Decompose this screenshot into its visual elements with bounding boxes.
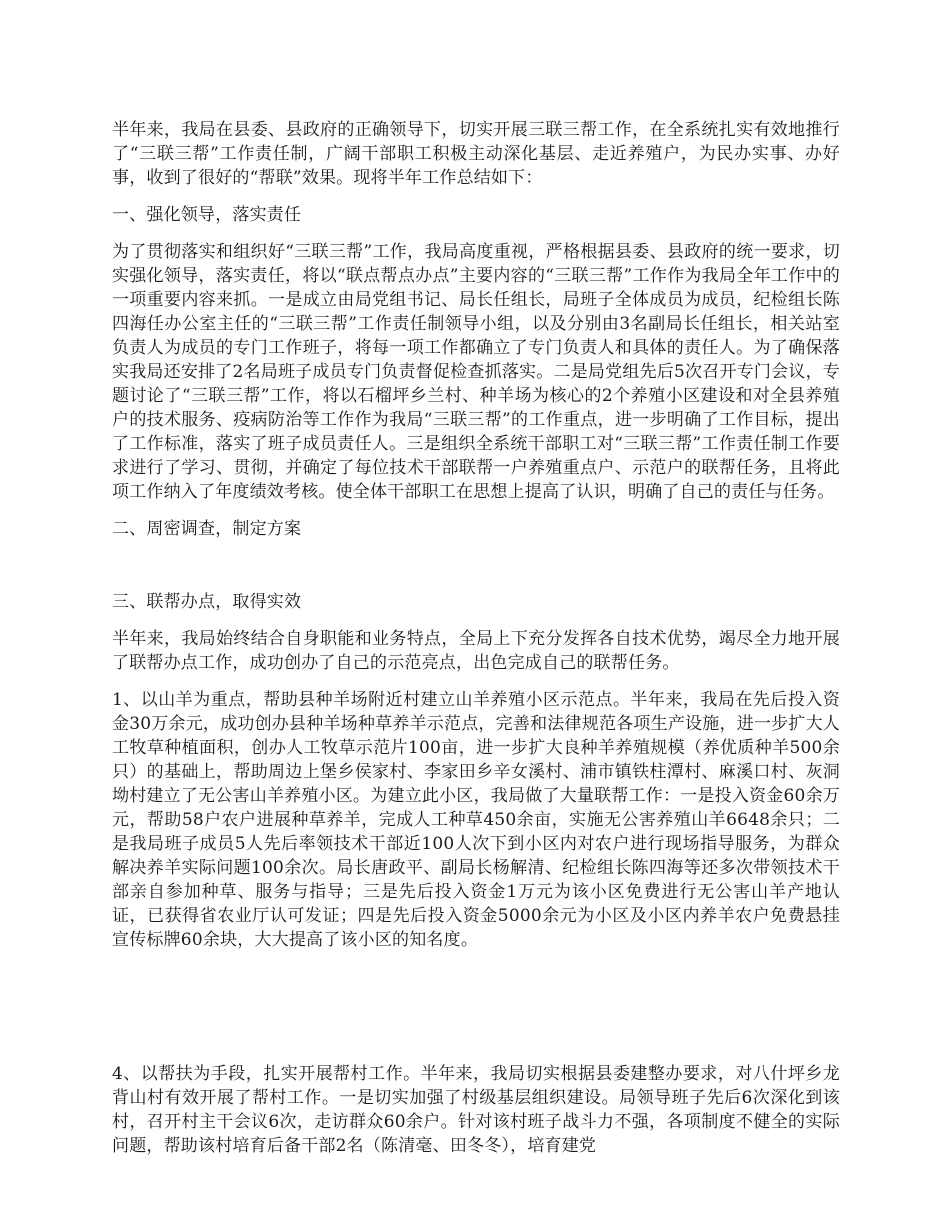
- spacer: [112, 675, 840, 688]
- spacer: [112, 541, 840, 590]
- section-1-body: 为了贯彻落实和组织好“三联三帮”工作，我局高度重视，严格根据县委、县政府的统一要求，切实强化领导，落实责任，将以“联点帮点办点”主要内容的“三联三帮”工作作为我局全年工作中的一项重要内容来抓。一是成立由局党组书记、局长任组长，局班子全体成员为成员，纪检组长陈四海任办公室主任的“三联三帮”工作责任制领导小组，以及分别由3名副局长任组长，相关站室负责人为成员的专门工作班子，将每一项工作都确立了专门负责人和具体的责任人。为了确保落实我局还安排了2名局班子成员专门负责督促检查抓落实。二是局党组先后5次召开专门会议，专题讨论了“三联三帮”工作，将以石榴坪乡兰村、种羊场为核心的2个养殖小区建设和对全县养殖户的技术服务、疫病防治等工作作为我局“三联三帮”的工作重点，进一步明确了工作目标，提出了工作标准，落实了班子成员责任人。三是组织全系统干部职工对“三联三帮”工作责任制工作要求进行了学习、贯彻，并确定了每位技术干部联帮一户养殖重点户、示范户的联帮任务，且将此项工作纳入了年度绩效考核。使全体干部职工在思想上提高了认识，明确了自己的责任与任务。: [112, 242, 840, 502]
- spacer: [112, 504, 840, 517]
- spacer: [112, 614, 840, 627]
- section-3-heading: 三、联帮办点，取得实效: [112, 592, 302, 612]
- item-1-paragraph: 1、以山羊为重点，帮助县种羊场附近村建立山羊养殖小区示范点。半年来，我局在先后投入资金30万余元，成功创办县种羊场种草养羊示范点，完善和法律规范各项生产设施，进一步扩大人工牧草种植面积，创办人工牧草示范片100亩，进一步扩大良种羊养殖规模（养优质种羊500余只）的基础上，帮助周边上堡乡侯家村、李家田乡辛女溪村、浦市镇铁柱潭村、麻溪口村、灰洞坳村建立了无公害山羊养殖小区。为建立此小区，我局做了大量联帮工作：一是投入资金60余万元，帮助58户农户进展种草养羊，完成人工种草450余亩，实施无公害养殖山羊6648余只；二是我局班子成员5人先后率领技术干部近100人次下到小区内对农户进行现场指导服务，为群众解决养羊实际问题100余次。局长唐政平、副局长杨解清、纪检组长陈四海等还多次带领技术干部亲自参加种草、服务与指导；三是先后投入资金1万元为该小区免费进行无公害山羊产地认证，已获得省农业厅认可发证；四是先后投入资金5000余元为小区及小区内养羊农户免费悬挂宣传标牌60余块，大大提高了该小区的知名度。: [112, 690, 840, 950]
- document-page: [112, 118, 840, 1158]
- intro-paragraph: 半年来，我局在县委、县政府的正确领导下，切实开展三联三帮工作，在全系统扎实有效地推行了“三联三帮”工作责任制，广阔干部职工积极主动深化基层、走近养殖户，为民办实事、办好事，收到了很好的“帮联”效果。现将半年工作总结如下：: [112, 120, 840, 188]
- section-1-heading: 一、强化领导，落实责任: [112, 205, 302, 225]
- spacer: [112, 952, 840, 1062]
- spacer: [112, 190, 840, 203]
- item-4-paragraph: 4、以帮扶为手段，扎实开展帮村工作。半年来，我局切实根据县委建整办要求，对八什坪乡龙背山村有效开展了帮村工作。一是切实加强了村级基层组织建设。局领导班子先后6次深化到该村，召开村主干会议6次，走访群众60余户。针对该村班子战斗力不强，各项制度不健全的实际问题，帮助该村培育后备干部2名（陈清毫、田冬冬），培育建党: [112, 1064, 840, 1156]
- section-3-body: 半年来，我局始终结合自身职能和业务特点，全局上下充分发挥各自技术优势，竭尽全力地开展了联帮办点工作，成功创办了自己的示范亮点，出色完成自己的联帮任务。: [112, 629, 840, 673]
- spacer: [112, 227, 840, 240]
- section-2-heading: 二、周密调查，制定方案: [112, 519, 302, 539]
